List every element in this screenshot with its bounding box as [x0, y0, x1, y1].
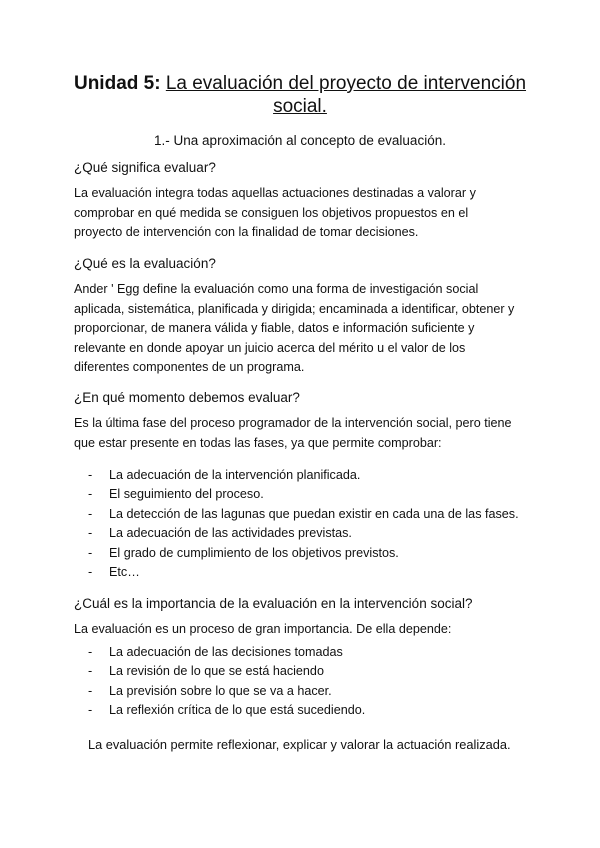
- bullet-dash: -: [88, 645, 93, 659]
- text-line: que estar presente en todas las fases, ya que permite comprobar:: [74, 435, 442, 450]
- list-item: [88, 682, 365, 701]
- bullet-dash: -: [88, 526, 93, 541]
- list-item-text: La revisión de lo que se está haciendo: [109, 664, 324, 679]
- bullet-dash: -: [88, 545, 93, 560]
- list-item: [88, 701, 365, 720]
- bullet-dash: -: [88, 506, 93, 521]
- text-line: relevante en donde apoyar un juicio acerca del mérito u el valor de los: [74, 340, 466, 355]
- paragraph: [74, 620, 534, 640]
- text-line: comprobar en qué medida se consiguen los objetivos propuestos en el: [74, 205, 469, 220]
- text-line: aplicada, sistemática, planificada y dirigida; encaminada a identificar, obtener y: [74, 301, 515, 316]
- list-item-text: La adecuación de las actividades previstas.: [109, 526, 352, 541]
- list-item-text: La adecuación de las decisiones tomadas: [109, 645, 343, 659]
- list-item: [88, 563, 519, 582]
- question-heading: ¿Cuál es la importancia de la evaluación en la intervención social?: [74, 596, 473, 611]
- list-item: [88, 485, 519, 504]
- list-item: [88, 505, 519, 524]
- list-item-text: Etc…: [109, 564, 140, 579]
- bullet-dash: -: [88, 468, 93, 482]
- bullet-dash: -: [88, 564, 93, 579]
- list-item-text: La detección de las lagunas que puedan existir en cada una de las fases.: [109, 506, 519, 521]
- bullet-list: [88, 466, 519, 582]
- list-item: [88, 524, 519, 543]
- question-heading: ¿Qué significa evaluar?: [74, 160, 216, 175]
- title-topic: La evaluación del proyecto de intervención social.: [165, 73, 527, 117]
- text-line: La evaluación es un proceso de gran importancia. De ella depende:: [74, 622, 452, 636]
- text-line: proyecto de intervención con la finalidad de tomar decisiones.: [74, 225, 419, 239]
- bullet-list: [88, 643, 365, 721]
- paragraph: [74, 280, 534, 378]
- text-line: Ander ' Egg define la evaluación como una forma de investigación social: [74, 282, 479, 296]
- text-line: Es la última fase del proceso programador de la intervención social, pero tiene: [74, 416, 512, 430]
- question-heading: ¿Qué es la evaluación?: [74, 256, 216, 271]
- list-item-text: La previsión sobre lo que se va a hacer.: [109, 683, 332, 698]
- bullet-dash: -: [88, 487, 93, 502]
- paragraph: [74, 184, 534, 243]
- list-item-text: La reflexión crítica de lo que está sucediendo.: [109, 703, 366, 718]
- text-line: La evaluación integra todas aquellas actuaciones destinadas a valorar y: [74, 186, 476, 200]
- list-item: [88, 662, 365, 681]
- list-item: [88, 643, 365, 662]
- question-heading: ¿En qué momento debemos evaluar?: [74, 390, 300, 405]
- list-item: [88, 544, 519, 563]
- list-item-text: La adecuación de la intervención planificada.: [109, 468, 361, 482]
- bullet-dash: -: [88, 703, 93, 718]
- title-unit-label: Unidad 5:: [73, 73, 166, 94]
- bullet-dash: -: [88, 683, 93, 698]
- closing-statement: La evaluación permite reflexionar, explicar y valorar la actuación realizada.: [88, 737, 511, 752]
- bullet-dash: -: [88, 664, 93, 679]
- text-line: proporcionar, de manera válida y fiable, datos e información suficiente y: [74, 321, 475, 335]
- section-subtitle: 1.- Una aproximación al concepto de evaluación.: [154, 133, 446, 148]
- list-item-text: El grado de cumplimiento de los objetivos previstos.: [109, 545, 399, 560]
- paragraph: [74, 414, 534, 453]
- list-item-text: El seguimiento del proceso.: [109, 487, 264, 502]
- document-title: [60, 72, 540, 118]
- list-item: [88, 466, 519, 485]
- text-line: diferentes componentes de un programa.: [74, 360, 305, 374]
